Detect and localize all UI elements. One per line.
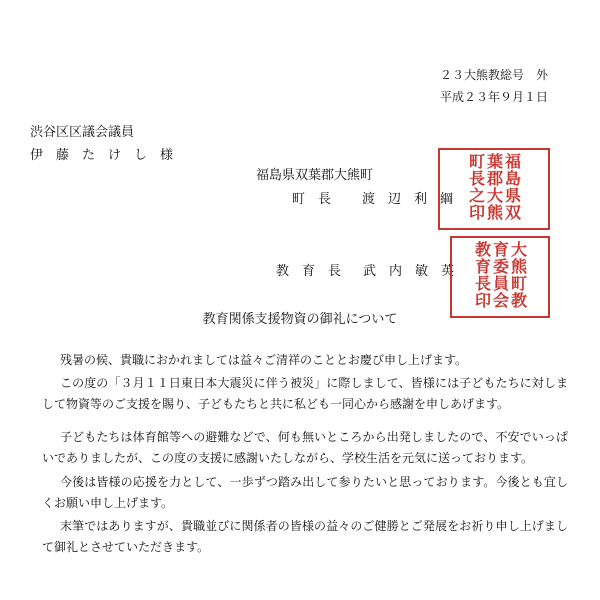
recipient-organization: 渋谷区区議会議員	[30, 125, 135, 140]
body-paragraph-3: 子どもたちは体育館等への避難などで、何も無いところから出発しましたので、不安でいっぱいでありましたが、この度の支援に感謝いたしながら、学校生活を元気に送っております。	[42, 430, 568, 465]
document-number: ２３大熊教総号 外	[439, 68, 548, 82]
mayor-name: 渡 辺 利 綱	[362, 192, 454, 207]
sender-town: 福島県双葉郡大熊町	[256, 168, 374, 183]
education-seal-col-1: 大熊町教	[508, 241, 528, 309]
recipient-name: 伊 藤 た け し 様	[30, 148, 174, 163]
education-seal	[450, 236, 550, 318]
education-seal-col-2: 育委員会	[490, 241, 510, 309]
mayor-title: 町 長	[292, 192, 332, 207]
education-title: 教 育 長	[276, 264, 342, 279]
body-paragraph-2: この度の「３月１１日東日本大震災に伴う被災」に際しまして、皆様には子どもたちに対しまして物資等のご支援を賜り、子どもたちと共に私ども一同心から感謝を申しあげます。	[42, 376, 568, 411]
body-paragraph-5: 末筆ではありますが、貴職並びに関係者の皆様の益々のご健勝とご発展をお祈り申し上げまして御礼とさせていただきます。	[42, 519, 568, 554]
document-date: 平成２３年９月１日	[439, 90, 548, 104]
education-name: 武 内 敏 英	[363, 264, 455, 279]
mayor-seal-col-2: 葉郡大熊	[484, 153, 504, 221]
mayor-seal	[438, 148, 550, 230]
body-paragraph-1: 残暑の候、貴職におかれましては益々ご清祥のこととお慶び申し上げます。	[60, 353, 468, 367]
document-subject: 教育関係支援物資の御礼について	[202, 312, 398, 327]
body-paragraph-4: 今後は皆様の応援を力として、一歩ずつ踏み出して参りたいと思っております。今後とも宜しくお願い申し上げます。	[42, 475, 568, 510]
education-seal-col-3: 教育長印	[472, 241, 492, 309]
mayor-seal-col-3: 町長之印	[466, 153, 486, 221]
mayor-seal-col-1: 福島県双	[502, 153, 522, 221]
